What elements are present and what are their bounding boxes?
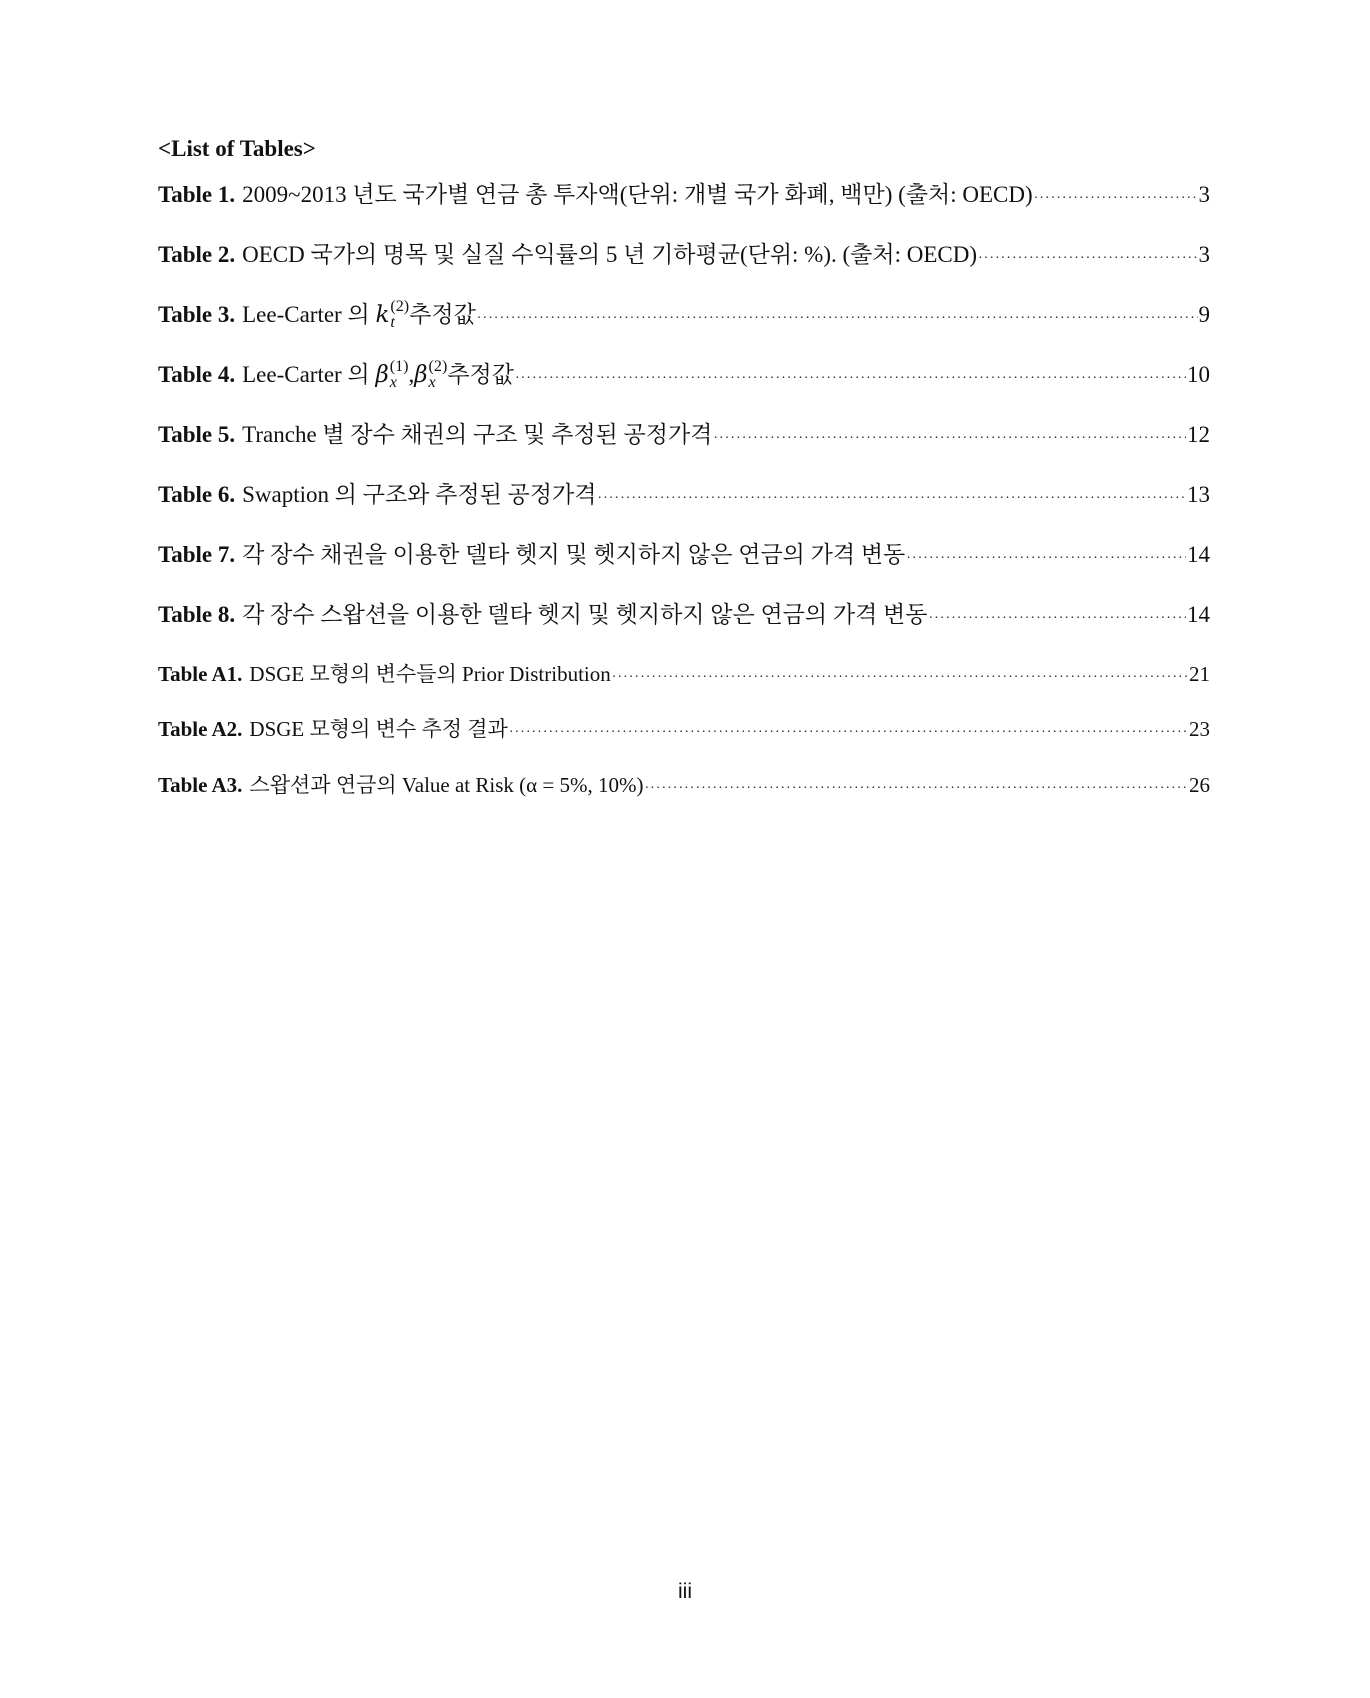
math-k-scripts	[390, 299, 409, 330]
math-beta-2-scripts	[429, 359, 448, 390]
dot-leader	[597, 484, 1186, 514]
toc-title	[242, 360, 514, 392]
toc-page-number: 10	[1187, 362, 1210, 387]
toc-label: Table 2.	[158, 242, 236, 267]
dot-leader	[509, 718, 1188, 748]
toc-title: OECD 국가의 명목 및 실질 수익률의 5 년 기하평균(단위: %). (출처: OECD)	[242, 242, 977, 267]
toc-entry-table-2[interactable]	[158, 240, 1210, 274]
toc-title-text: Lee-Carter 의	[242, 362, 376, 387]
toc-title: DSGE 모형의 변수 추정 결과	[249, 717, 508, 741]
toc-entry-table-3[interactable]	[158, 300, 1210, 334]
dot-leader	[612, 663, 1188, 693]
toc-title-suffix: 추정값	[447, 362, 514, 387]
toc-label: Table 1.	[158, 182, 236, 207]
toc-page-number: 21	[1189, 662, 1210, 686]
math-beta-2: β	[414, 362, 428, 388]
toc-page-number: 12	[1187, 422, 1210, 447]
math-separator: ,	[408, 362, 415, 387]
toc-entry-table-a3[interactable]	[158, 770, 1210, 804]
toc-title-suffix: 추정값	[409, 302, 476, 327]
toc-label: Table 5.	[158, 422, 236, 447]
toc-title: 2009~2013 년도 국가별 연금 총 투자액(단위: 개별 국가 화폐, 백만) (출처: OECD)	[242, 182, 1033, 207]
toc-entry-table-1[interactable]	[158, 180, 1210, 214]
toc-label: Table 3.	[158, 302, 236, 327]
toc-page-number: 3	[1198, 242, 1210, 267]
toc-title: 각 장수 채권을 이용한 델타 헷지 및 헷지하지 않은 연금의 가격 변동	[242, 542, 906, 567]
toc-page-number: 9	[1198, 302, 1210, 327]
toc-title: Tranche 별 장수 채권의 구조 및 추정된 공정가격	[242, 422, 713, 447]
list-of-tables-heading: <List of Tables>	[158, 136, 316, 161]
toc-page-number: 3	[1198, 182, 1210, 207]
math-superscript: (1)	[389, 358, 409, 376]
toc-page-number: 14	[1187, 602, 1210, 627]
toc-page-number: 13	[1187, 482, 1210, 507]
toc-entry-table-4[interactable]	[158, 360, 1210, 394]
math-subscript: x	[428, 373, 436, 391]
toc-title: DSGE 모형의 변수들의 Prior Distribution	[249, 662, 611, 686]
math-beta-1-scripts	[390, 359, 409, 390]
dot-leader	[713, 424, 1186, 454]
dot-leader	[515, 364, 1186, 394]
toc-title: 각 장수 스왑션을 이용한 델타 헷지 및 헷지하지 않은 연금의 가격 변동	[242, 602, 928, 627]
dot-leader	[644, 774, 1188, 804]
dot-leader	[906, 544, 1186, 574]
dot-leader	[477, 304, 1198, 334]
toc-title	[242, 300, 476, 332]
dot-leader	[928, 604, 1186, 634]
toc-entry-table-8[interactable]	[158, 600, 1210, 634]
toc-entry-table-5[interactable]	[158, 420, 1210, 454]
toc-label: Table 6.	[158, 482, 236, 507]
toc-label: Table A2.	[158, 717, 243, 741]
math-superscript: (2)	[390, 298, 410, 316]
toc-entry-table-a1[interactable]	[158, 659, 1210, 693]
math-superscript: (2)	[428, 358, 448, 376]
toc-page-number: 14	[1187, 542, 1210, 567]
page-number: iii	[678, 1580, 692, 1603]
toc-entry-table-6[interactable]	[158, 480, 1210, 514]
toc-title: 스왑션과 연금의 Value at Risk (α = 5%, 10%)	[249, 773, 644, 797]
toc-entry-table-a2[interactable]	[158, 714, 1210, 748]
math-k: k	[375, 302, 390, 328]
toc-label: Table A1.	[158, 662, 243, 686]
math-subscript: x	[389, 373, 397, 391]
toc-label: Table 7.	[158, 542, 236, 567]
toc-label: Table 4.	[158, 362, 236, 387]
toc-label: Table 8.	[158, 602, 236, 627]
toc-title: Swaption 의 구조와 추정된 공정가격	[242, 482, 597, 507]
toc-label: Table A3.	[158, 773, 243, 797]
dot-leader	[1034, 184, 1198, 214]
toc-page-number: 23	[1189, 717, 1210, 741]
dot-leader	[978, 244, 1198, 274]
toc-title-text: Lee-Carter 의	[242, 302, 376, 327]
math-beta-1: β	[375, 362, 389, 388]
toc-page-number: 26	[1189, 773, 1210, 797]
math-subscript: t	[390, 313, 395, 331]
toc-entry-table-7[interactable]	[158, 540, 1210, 574]
